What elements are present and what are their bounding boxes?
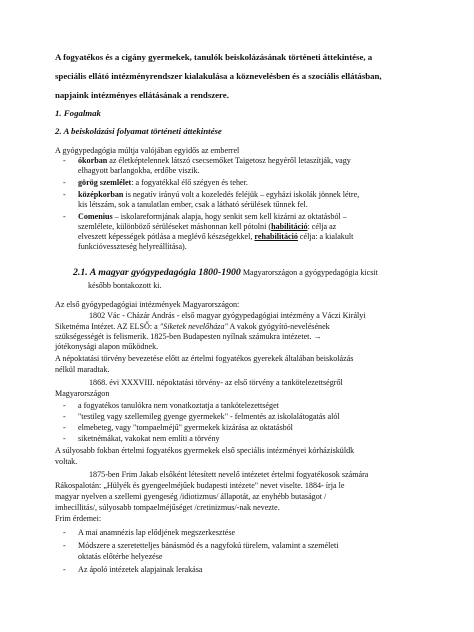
bullet-marker: - bbox=[63, 212, 66, 221]
bullet-marker: - bbox=[63, 541, 66, 550]
paragraph-vac-line-2: Siketnéma Intézet. AZ ELSŐ: a "Siketek nevelőháza" A vakok gyógyító-nevelésének bbox=[55, 322, 330, 331]
bullet-marker: - bbox=[63, 423, 66, 432]
paragraph-nepoktatasi-line-2: nélkül maradtak. bbox=[55, 365, 110, 374]
bullet-marker: - bbox=[63, 434, 66, 443]
list-item-frim-1: A mai anamnézis lap elődjének megszerkesztése bbox=[78, 528, 236, 537]
paragraph-1868-line-2: Magyarországon bbox=[55, 389, 110, 398]
list-item-gorog: görög szemlélet: a fogyatékkal élő szégyen és teher. bbox=[78, 178, 248, 187]
heading-beiskolazasi: 2. A beiskolázási folyamat történeti áttekintése bbox=[55, 126, 222, 136]
list-item-frim-2: Módszere a szeretetteljes bánásmód és a nagyfokú türelem, valamint a személeti bbox=[78, 541, 339, 550]
paragraph-frim-line-4: imbecillitás/, súlyosabb tompaelméjűséget /cretinizmus/-nak nevezte. bbox=[55, 503, 280, 512]
paragraph-frim-line-3: magyar nyelven a szellemi gyengeség /idiotizmus/ állapotát, az enyhébb butaságot / bbox=[55, 492, 327, 501]
list-item-comenius-cont-1: szemlélete, különböző sérüléseket máshonnan kell pótolni (habilitáció: célja az bbox=[78, 222, 337, 231]
paragraph-nepoktatasi-line-1: A népoktatási törvény bevezetése előtt az értelmi fogyatékos gyerekek általában beiskolázás bbox=[55, 354, 354, 363]
paragraph-vac-line-4: jótékonysági alapon működnek. bbox=[55, 342, 159, 351]
paragraph-first-institutions: Az első gyógypedagógiai intézmények Magyarországon: bbox=[55, 300, 240, 309]
bullet-marker: - bbox=[63, 156, 66, 165]
paragraph-vac-line-3: szükségességét is felismerik. 1825-ben Budapesten nyílnak számukra intézetet. → bbox=[55, 332, 322, 341]
paragraph-vac-line-1: 1802 Vác - Cházár András - első magyar gyógypedagógiai intézmény a Váczi Királyi bbox=[89, 311, 366, 320]
list-item-kozepkor-cont: kis létszám, sok a tanulatlan ember, csak a látható sérülések tűnnek fel. bbox=[78, 200, 308, 209]
paragraph-frim-line-1: 1875-ben Frim Jakab elsőként létesített nevelő intézetet értelmi fogyatékosok számára bbox=[89, 470, 369, 479]
bullet-marker: - bbox=[63, 190, 66, 199]
doc-title-line-1: A fogyatékos és a cigány gyermekek, tanulók beiskolázásának történeti áttekintése, a bbox=[55, 52, 373, 62]
section-2-1-line-2: később bontakozott ki. bbox=[88, 281, 162, 290]
list-item-okor: ókorban az életképtelennek látszó csecsemőket Taigetosz hegyéről letaszítják, vagy bbox=[78, 156, 351, 165]
list-item-frim-2-cont: oktatás előtérbe helyezése bbox=[78, 552, 163, 561]
paragraph-frim-merits: Frim érdemei: bbox=[55, 514, 102, 523]
doc-title-line-3: napjaink intézményes ellátásának a rendszere. bbox=[55, 90, 229, 100]
bullet-marker: - bbox=[63, 401, 66, 410]
list-item-frim-3: Az ápoló intézetek alapjainak lerakása bbox=[78, 565, 203, 574]
list-item-1868-1: a fogyatékos tanulókra nem vonatkoztatja a tankötelezettséget bbox=[78, 401, 279, 410]
list-item-comenius: Comenius – iskolareformjának alapja, hogy senkit sem kell kizárni az oktatásból – bbox=[78, 212, 347, 221]
bullet-marker: - bbox=[63, 528, 66, 537]
heading-fogalmak: 1. Fogalmak bbox=[55, 108, 101, 118]
list-item-1868-3: elmebeteg, vagy "tompaelméjű" gyermekek kizárása az oktatásból bbox=[78, 423, 293, 432]
list-item-1868-2: "testileg vagy szellemileg gyenge gyermekek" - felmentés az iskolalátogatás alól bbox=[78, 412, 340, 421]
list-item-kozepkor: középkorban is negatív irányú volt a kozeledés feléjük – egyházi iskolák jönnek létre, bbox=[78, 190, 360, 199]
paragraph-1868-line-1: 1868. évi XXXVIII. népoktatási törvény- az első törvény a tankötelezettségről bbox=[89, 378, 343, 387]
paragraph-frim-line-2: Rákospalotán: „Hülyék és gyengeelméjűek budapesti intézete" nevet viselte. 1884- írja le bbox=[55, 481, 345, 490]
section-2-1-heading: 2.1. A magyar gyógypedagógia 1800-1900 Magyarországon a gyógypedagógia kicsit bbox=[73, 267, 378, 278]
list-item-comenius-cont-2: elveszett képességek pótlása a meglévő készségekkel, rehabilitáció célja: a kialakult bbox=[78, 232, 354, 241]
doc-title-line-2: speciális ellátó intézményrendszer kialakulása a köznevelésben és a szociális ellátásban, bbox=[55, 71, 382, 81]
intro-text: A gyógypedagógia múltja valójában egyidős az emberrel bbox=[55, 146, 240, 155]
list-item-comenius-cont-3: funkcióvesszteség helyreállítása). bbox=[78, 242, 187, 251]
bullet-marker: - bbox=[63, 178, 66, 187]
paragraph-sulyosabb-line-1: A súlyosabb fokban értelmi fogyatékos gyermekek első speciális intézményei kórházisküldk bbox=[55, 446, 355, 455]
bullet-marker: - bbox=[63, 565, 66, 574]
list-item-okor-cont: elhagyott barlangokba, erdőbe viszik. bbox=[78, 166, 200, 175]
bullet-marker: - bbox=[63, 412, 66, 421]
list-item-1868-4: siketnémákat, vakokat nem említi a törvény bbox=[78, 434, 220, 443]
paragraph-sulyosabb-line-2: voltak. bbox=[55, 457, 78, 466]
